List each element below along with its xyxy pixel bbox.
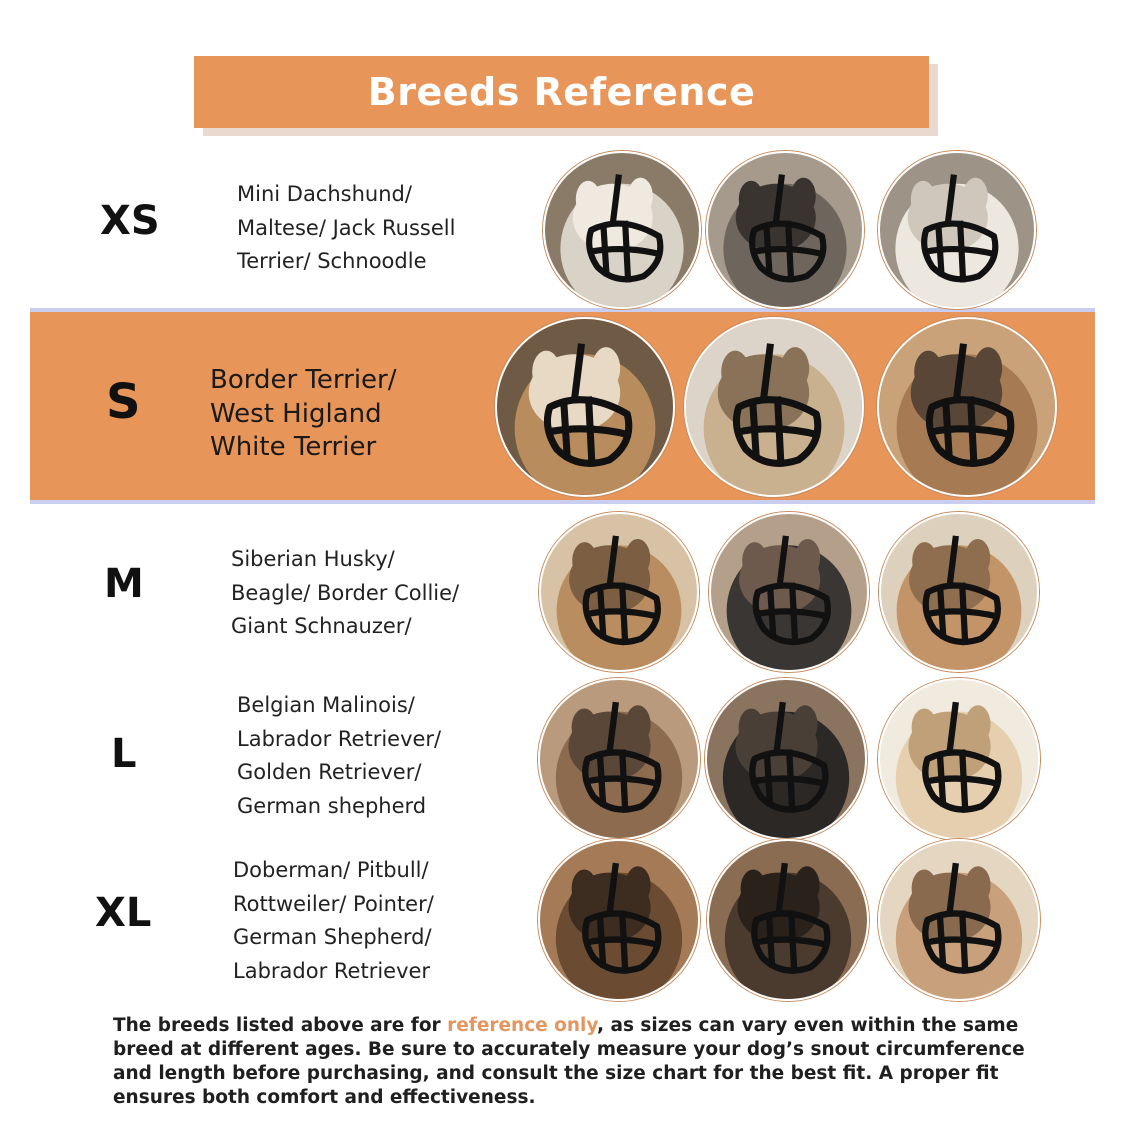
breed-line: Rottweiler/ Pointer/ <box>233 891 434 916</box>
dog-with-basket-muzzle-photo <box>495 317 675 497</box>
breed-line: West Higland <box>210 398 382 429</box>
breed-list <box>237 689 441 823</box>
breed-line: German shepherd <box>237 793 427 818</box>
dog-with-basket-muzzle-photo <box>877 317 1057 497</box>
breed-line: White Terrier <box>210 432 377 462</box>
dog-with-basket-muzzle-photo <box>878 839 1040 1001</box>
dog-with-basket-muzzle-photo <box>538 839 700 1001</box>
breed-line: German Shepherd/ <box>233 925 432 949</box>
breed-line: Border Terrier/ <box>210 365 397 395</box>
size-label: L <box>111 731 137 777</box>
note-text-start: The breeds listed above are for <box>113 1015 448 1036</box>
note-highlight: reference only <box>447 1015 598 1036</box>
breed-list <box>233 854 434 988</box>
dog-with-basket-muzzle-photo <box>878 678 1040 840</box>
breed-line: Labrador Retriever/ <box>237 726 442 751</box>
title-banner <box>194 56 929 128</box>
dog-with-basket-muzzle-photo <box>538 678 700 840</box>
dog-with-basket-muzzle-photo <box>539 512 699 672</box>
size-label: M <box>104 561 144 607</box>
dog-with-basket-muzzle-photo <box>706 151 864 309</box>
note-text-end: , as sizes can vary even within the same breed at different ages. Be sure to accurately measure your dog’s snout circumference and length before purchasing, and consult the size chart for the best fit. A proper fit ensures both comfort and effectiveness. <box>113 1015 1025 1108</box>
breed-list <box>231 543 459 644</box>
breed-line: Beagle/ Border Collie/ <box>231 580 460 605</box>
size-label: XS <box>100 198 160 244</box>
breed-line: Maltese/ Jack Russell <box>237 215 456 240</box>
breed-line: Mini Dachshund/ <box>237 182 412 206</box>
dog-with-basket-muzzle-photo <box>707 839 869 1001</box>
reference-note <box>113 1014 1043 1110</box>
breed-line: Siberian Husky/ <box>231 547 395 571</box>
breed-line: Terrier/ Schnoodle <box>237 249 427 273</box>
dog-with-basket-muzzle-photo <box>879 512 1039 672</box>
size-label: S <box>106 374 141 430</box>
dog-with-basket-muzzle-photo <box>684 317 864 497</box>
breed-line: Doberman/ Pitbull/ <box>233 858 429 882</box>
dog-with-basket-muzzle-photo <box>705 678 867 840</box>
breed-line: Golden Retriever/ <box>237 760 422 784</box>
dog-with-basket-muzzle-photo <box>543 151 701 309</box>
breed-line: Belgian Malinois/ <box>237 693 415 717</box>
breed-line: Giant Schnauzer/ <box>231 614 412 638</box>
page-title: Breeds Reference <box>367 70 756 114</box>
dog-with-basket-muzzle-photo <box>878 151 1036 309</box>
dog-with-basket-muzzle-photo <box>709 512 869 672</box>
breed-list <box>210 364 396 465</box>
size-label: XL <box>95 890 152 936</box>
breed-line: Labrador Retriever <box>233 958 431 983</box>
breed-list <box>237 178 455 279</box>
